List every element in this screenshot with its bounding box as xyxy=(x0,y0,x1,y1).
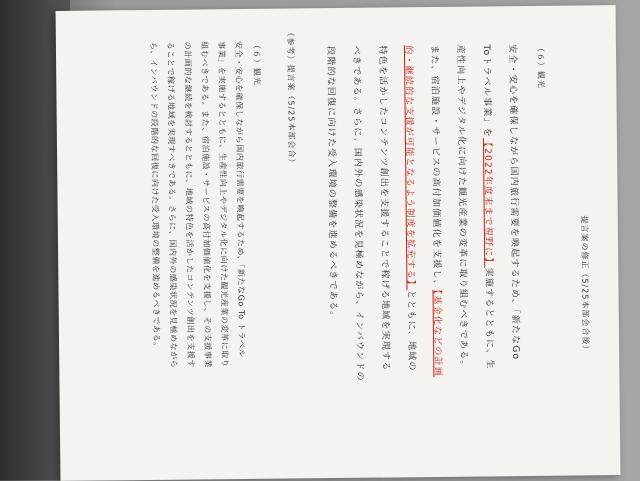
revision-line xyxy=(429,45,445,377)
reference-title: （参考）提言案（5/25本部会合） xyxy=(285,28,297,168)
rotated-page-content xyxy=(66,25,610,461)
revision-line xyxy=(481,44,497,369)
body-text: べきである。さらに、国内外の感染状況を見極めながら、インバウンドの xyxy=(350,45,365,382)
revision-line xyxy=(351,46,368,382)
reference-line: 組むべきである。また、宿泊施設・サービスの高付加価値化を支援し、その支援事業 xyxy=(199,41,213,369)
revision-section: （６）観光 xyxy=(535,43,546,89)
revision-line xyxy=(455,45,471,371)
reference-body xyxy=(148,40,248,451)
body-text: 実施するとともに、生 xyxy=(483,267,495,370)
revision-line xyxy=(377,45,393,371)
body-text: 特色を活かしたコンテンツ創出を支援することで稼げる地域を実現する xyxy=(376,45,391,372)
body-text: また、宿泊施設・サービスの高付加価値化を支援し、 xyxy=(428,44,442,290)
revision-line xyxy=(507,44,523,360)
reference-line: ら、インバウンドの段階的な回復に向けた受入環境の整備を進めるべきである。 xyxy=(148,41,162,351)
reference-line: 事業」を実施するとともに、生産性向上やデジタル化に向けた観光産業の変革に取り xyxy=(216,41,230,368)
reference-line: 安全・安心を確保しながら国内旅行需要を喚起するため、「新たなGo To トラベル xyxy=(233,40,247,358)
document-page xyxy=(56,5,621,481)
amended-text: 的・継続的な支援が可能となるよう制度を拡充する】 xyxy=(402,45,416,291)
body-text: 産性向上やデジタル化に向けた観光産業の変革に取り組むべきである。 xyxy=(454,44,469,371)
revision-line xyxy=(325,46,341,322)
amended-text: 【基金化などの計画 xyxy=(431,289,443,378)
revision-body xyxy=(324,44,524,444)
reference-line: の計画的な継続を検討するとともに、地域の特色を活かしたコンテンツ創出を支援す xyxy=(182,41,196,369)
body-text: Toトラベル事業」を xyxy=(480,44,492,138)
reference-section: （６）観光 xyxy=(251,40,262,86)
revision-line xyxy=(403,45,419,372)
body-text: 安全・安心を確保しながら国内旅行需要を喚起するため、「新たなGo xyxy=(506,44,521,361)
reference-line: ることで稼げる地域を実現すべきである。さらに、国内外の感染状況を見極めながら xyxy=(165,41,179,369)
body-text: とともに、地域の xyxy=(405,290,417,372)
body-text: 段階的な回復に向けた受入環境の整備を進めるべきである。 xyxy=(324,46,338,322)
revision-title: 提言案の修正（5/25本部会合後） xyxy=(579,215,591,355)
amended-text: 【2022年度末まで視野に】 xyxy=(481,137,494,268)
